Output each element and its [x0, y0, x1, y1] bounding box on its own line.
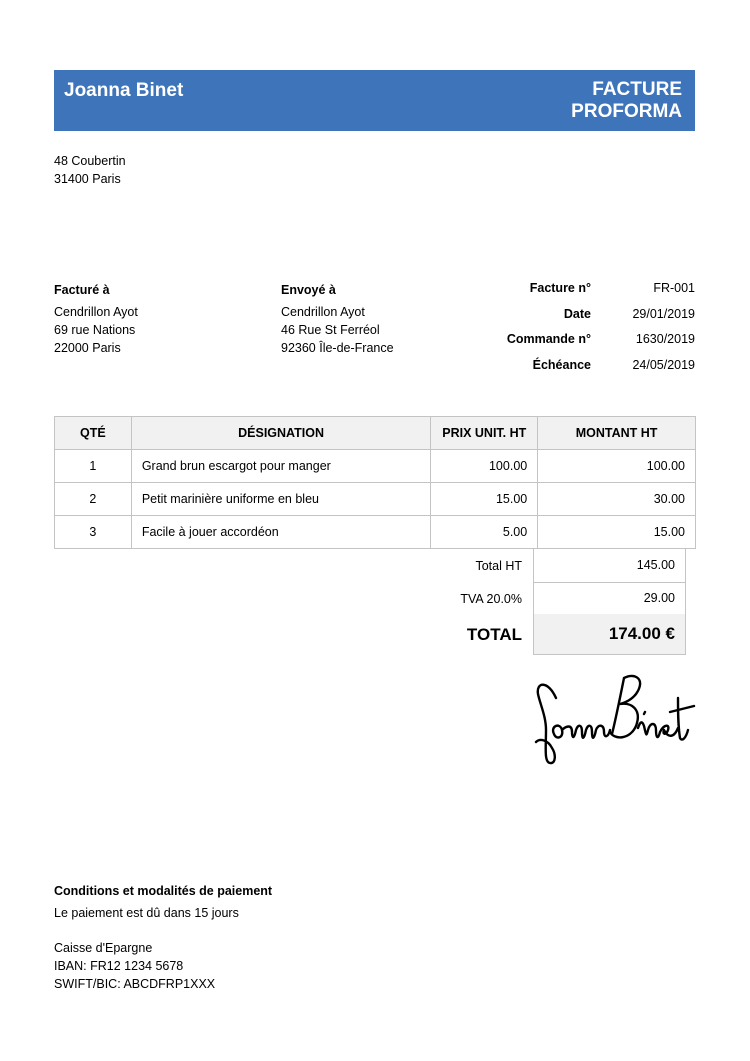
grand-total-value: 174.00 € [533, 614, 686, 655]
billed-to-name: Cendrillon Ayot [54, 305, 138, 319]
meta-row-order-number [470, 332, 695, 358]
sender-address [54, 152, 126, 188]
payment-terms-text: Le paiement est dû dans 15 jours [54, 906, 239, 920]
billed-to-address-line2: 22000 Paris [54, 341, 121, 355]
meta-label: Échéance [532, 357, 591, 372]
cell-designation: Facile à jouer accordéon [131, 516, 431, 549]
tax-row [54, 582, 696, 615]
meta-value: 29/01/2019 [632, 306, 695, 321]
grand-total-label: TOTAL [466, 625, 522, 644]
totals-section [54, 549, 696, 655]
cell-unit-price: 100.00 [431, 450, 538, 483]
document-title [571, 79, 682, 123]
table-row [55, 516, 696, 549]
sender-address-line2: 31400 Paris [54, 172, 121, 186]
meta-label: Facture n° [529, 281, 591, 295]
table-row [55, 450, 696, 483]
sender-address-line1: 48 Coubertin [54, 154, 126, 168]
cell-designation: Grand brun escargot pour manger [131, 450, 431, 483]
cell-amount: 15.00 [538, 516, 696, 549]
meta-row-due-date [470, 358, 695, 384]
shipped-to-address-line1: 46 Rue St Ferréol [281, 323, 380, 337]
shipped-to-block [281, 281, 394, 357]
meta-label: Commande n° [506, 332, 591, 346]
items-table [54, 416, 696, 549]
company-name: Joanna Binet [64, 80, 184, 101]
signature-icon [528, 668, 698, 768]
payment-terms-label: Conditions et modalités de paiement [54, 884, 273, 898]
shipped-to-address-line2: 92360 Île-de-France [281, 341, 394, 355]
table-row [55, 483, 696, 516]
document-title-line2: PROFORMA [571, 101, 682, 122]
cell-unit-price: 5.00 [431, 516, 538, 549]
cell-qty: 2 [55, 483, 132, 516]
tax-value: 29.00 [533, 582, 686, 616]
cell-amount: 100.00 [538, 450, 696, 483]
cell-amount: 30.00 [538, 483, 696, 516]
subtotal-label: Total HT [475, 559, 522, 573]
bank-iban: IBAN: FR12 1234 5678 [54, 959, 184, 973]
meta-value: 1630/2019 [635, 332, 695, 346]
billed-to-label: Facturé à [54, 283, 110, 297]
meta-value: FR-001 [653, 281, 695, 295]
header-qty: QTÉ [55, 417, 132, 450]
billed-to-address-line1: 69 rue Nations [54, 323, 136, 337]
header-unit-price: PRIX UNIT. HT [431, 417, 538, 450]
header-designation: DÉSIGNATION [131, 417, 431, 450]
meta-value: 24/05/2019 [632, 357, 695, 372]
cell-qty: 3 [55, 516, 132, 549]
bank-name: Caisse d'Epargne [54, 941, 153, 955]
bank-swift: SWIFT/BIC: ABCDFRP1XXX [54, 977, 216, 991]
table-header-row [55, 417, 696, 450]
bank-details [54, 939, 215, 993]
cell-unit-price: 15.00 [431, 483, 538, 516]
meta-row-date [470, 307, 695, 333]
payment-terms [54, 882, 272, 922]
meta-row-invoice-number [470, 281, 695, 307]
cell-qty: 1 [55, 450, 132, 483]
invoice-meta [470, 281, 695, 383]
tax-label: TVA 20.0% [460, 591, 522, 606]
meta-label: Date [563, 306, 591, 321]
invoice-header [54, 70, 695, 131]
shipped-to-name: Cendrillon Ayot [281, 305, 365, 319]
subtotal-row [54, 549, 696, 582]
billed-to-block [54, 281, 138, 357]
cell-designation: Petit marinière uniforme en bleu [131, 483, 431, 516]
document-title-line1: FACTURE [592, 79, 682, 100]
shipped-to-label: Envoyé à [281, 283, 336, 297]
subtotal-value: 145.00 [533, 549, 686, 583]
header-amount: MONTANT HT [538, 417, 696, 450]
grand-total-row [54, 614, 696, 655]
